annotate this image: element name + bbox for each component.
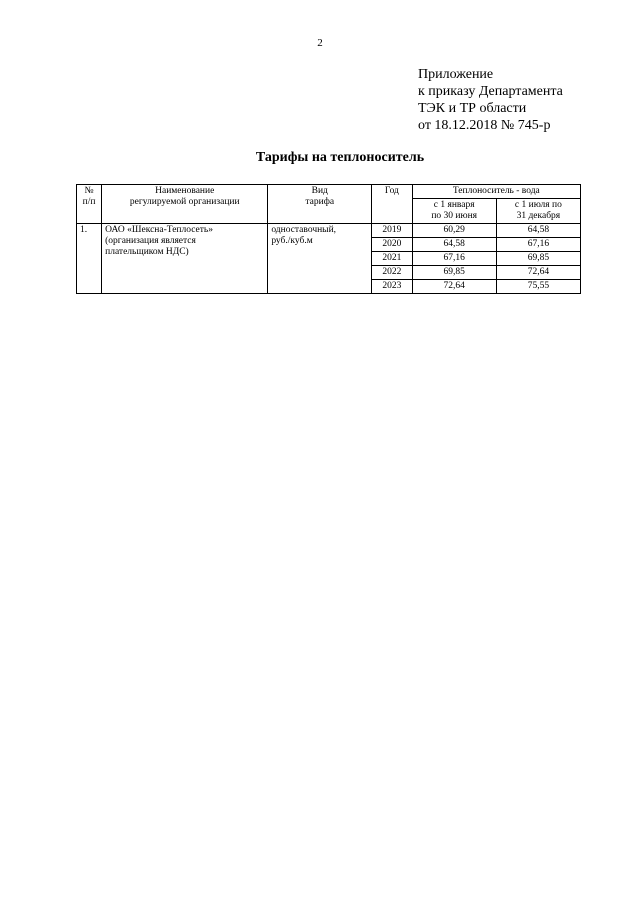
year-cell: 2020 <box>372 238 412 252</box>
tariff-value-h1: 60,29 <box>412 224 496 238</box>
year-cell: 2019 <box>372 224 412 238</box>
header-coolant-water: Теплоноситель - вода <box>412 185 580 199</box>
header-period-2 <box>496 199 580 224</box>
tariff-type <box>268 224 372 294</box>
header-tariff-type <box>268 185 372 224</box>
type-text: одноставочный, <box>271 225 337 235</box>
header-number <box>77 185 102 224</box>
header-organization <box>102 185 268 224</box>
document-title: Тарифы на теплоноситель <box>255 150 425 165</box>
appendix-block <box>418 66 563 134</box>
year-cell: 2021 <box>372 252 412 266</box>
tariff-value-h1: 72,64 <box>412 280 496 294</box>
header-text: Наименование <box>155 186 215 196</box>
header-period-1 <box>412 199 496 224</box>
organization-name <box>102 224 268 294</box>
tariff-table <box>76 184 581 294</box>
year-cell: 2022 <box>372 266 412 280</box>
tariff-value-h1: 67,16 <box>412 252 496 266</box>
type-text: руб./куб.м <box>271 236 313 246</box>
appendix-line: от 18.12.2018 № 745-р <box>418 118 551 133</box>
page-number: 2 <box>317 37 323 49</box>
header-text: по 30 июня <box>431 211 478 221</box>
tariff-value-h1: 69,85 <box>412 266 496 280</box>
header-text: с 1 января <box>433 200 475 210</box>
tariff-value-h2: 69,85 <box>496 252 580 266</box>
appendix-line: к приказу Департамента <box>418 84 563 99</box>
org-text: плательщиком НДС) <box>105 247 189 257</box>
header-text: тарифа <box>305 197 335 207</box>
header-text: регулируемой организации <box>129 197 240 207</box>
header-text: с 1 июля по <box>514 200 562 210</box>
tariff-value-h1: 64,58 <box>412 238 496 252</box>
org-text: (организация является <box>105 236 196 246</box>
tariff-value-h2: 75,55 <box>496 280 580 294</box>
header-text: 31 декабря <box>516 211 561 221</box>
header-text: № <box>84 186 94 196</box>
header-text: Вид <box>311 186 328 196</box>
header-text: п/п <box>82 197 96 207</box>
year-cell: 2023 <box>372 280 412 294</box>
org-text: ОАО «Шексна-Теплосеть» <box>105 225 214 235</box>
tariff-value-h2: 72,64 <box>496 266 580 280</box>
table-row <box>77 224 581 238</box>
tariff-value-h2: 67,16 <box>496 238 580 252</box>
tariff-value-h2: 64,58 <box>496 224 580 238</box>
row-number: 1. <box>77 224 102 294</box>
appendix-line: ТЭК и ТР области <box>418 101 527 116</box>
header-row <box>77 185 581 199</box>
header-year: Год <box>372 185 412 224</box>
appendix-line: Приложение <box>418 67 494 82</box>
